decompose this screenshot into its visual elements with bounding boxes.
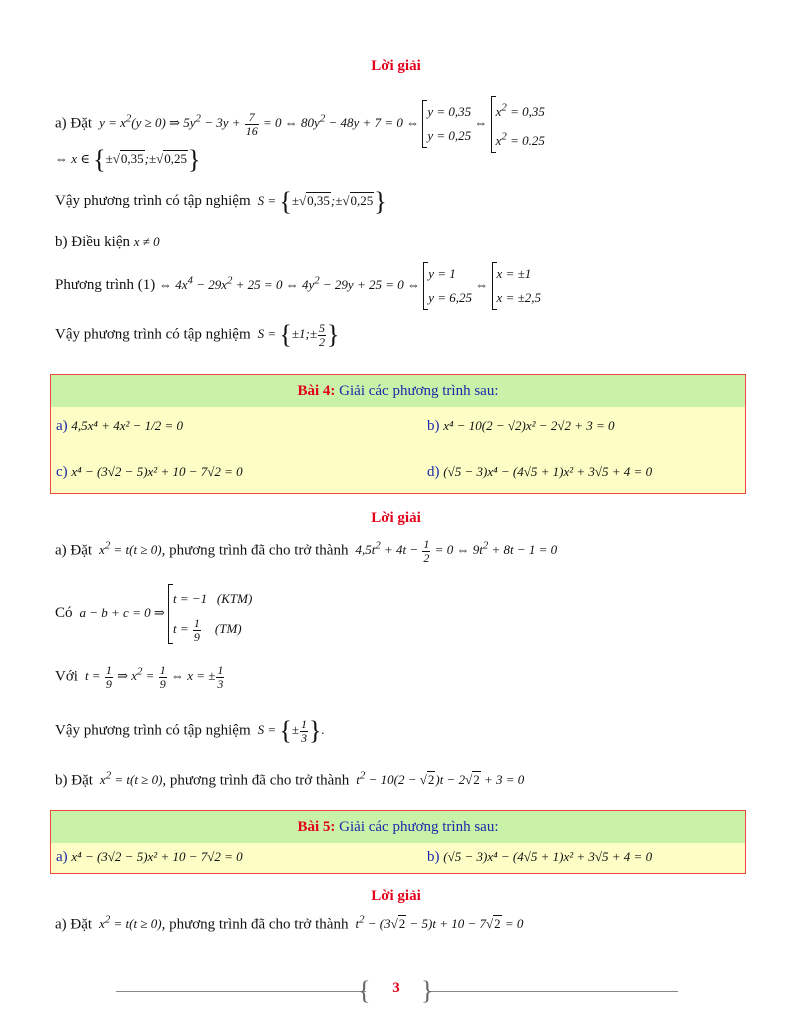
p1-a-line: [55, 96, 545, 153]
item-expr: x⁴ − (3√2 − 5)x² + 10 − 7√2 = 0: [71, 849, 243, 864]
sol4-solution-set: S = {± $\frac{1}{3}$ }.: [254, 716, 325, 746]
exercise-4-label: Bài 4:: [297, 383, 336, 399]
sol4-a-math: $4,5t^2 + 4t$ − $\frac{1}{2}$ = 0 ⇔ $9t^2 + 8t - 1 = 0$: [352, 537, 558, 565]
p1-b-conclusion-text: Vậy phương trình có tập nghiệm: [55, 326, 251, 343]
exercise-4-row-2: [51, 455, 745, 489]
p1-a-solution-set: S = {±√0,35;±√0,25}: [254, 187, 387, 216]
sol4-a-prefix: a) Đặt: [55, 542, 93, 559]
sol5-a-prefix: a) Đặt: [55, 916, 93, 933]
sol4-b-line: [55, 770, 524, 789]
sol4-co-math: a − b + c = 0 ⇒ t = −1 (KTM) t = $\frac{1}{9}$ (TM): [76, 605, 252, 620]
sol5-a-sub: $x^2 = t(t \ge 0)$: [95, 914, 162, 932]
p1-b-condition: [55, 234, 160, 251]
p1-b-cond: x ≠ 0: [133, 234, 160, 249]
sol4-a-line: [55, 538, 557, 565]
item-expr: 4,5x⁴ + 4x² − 1/2 = 0: [71, 418, 184, 433]
sol4-b-prefix: b) Đặt: [55, 772, 93, 789]
exercise-4-box: [50, 374, 746, 494]
sol4-b-math: $t^2 - 10(2 - √2)t - 2√2 + 3 = 0$: [353, 770, 525, 788]
p1-a-conclusion-text: Vậy phương trình có tập nghiệm: [55, 192, 251, 209]
p1-b-conclusion: [55, 322, 339, 349]
exercise-5-item-b: [427, 843, 652, 871]
sol5-a-mid: , phương trình đã cho trở thành: [161, 916, 349, 933]
footer-rule-left: [116, 991, 366, 992]
p1-a-prefix: a) Đặt: [55, 115, 93, 132]
p1-b-eq-prefix: Phương trình (1): [55, 276, 156, 293]
exercise-4-row-1: [51, 409, 745, 443]
exercise-4-header: [51, 375, 745, 407]
exercise-5-label: Bài 5:: [297, 819, 336, 835]
sol5-a-line: [55, 914, 523, 933]
sol4-conclusion-text: Vậy phương trình có tập nghiệm: [55, 722, 251, 739]
p1-b-equation: [55, 262, 541, 310]
item-expr: x⁴ − (3√2 − 5)x² + 10 − 7√2 = 0: [71, 464, 243, 479]
exercise-5-box: [50, 810, 746, 874]
sol4-voi: Với: [55, 668, 78, 685]
sol4-b-sub: $x^2 = t(t \ge 0)$: [96, 770, 163, 788]
p1-b-solution-set: S = {±1;± $\frac{5}{2}$ }: [254, 320, 340, 350]
sol4-b-mid: , phương trình đã cho trở thành: [162, 772, 350, 789]
sol4-voi-line: [55, 664, 225, 691]
item-expr: (√5 − 3)x⁴ − (4√5 + 1)x² + 3√5 + 4 = 0: [443, 464, 653, 479]
sol4-a-sub: $x^2 = t(t \ge 0)$: [95, 540, 162, 558]
exercise-4-item-a: [56, 409, 183, 443]
solution-heading-5: Lời giải: [371, 888, 421, 904]
sol4-conclusion: [55, 718, 325, 745]
solution-heading-4: Lời giải: [371, 510, 421, 526]
p1-a-conclusion: [55, 187, 387, 216]
exercise-5-header: [51, 811, 745, 843]
exercise-5-item-a: [56, 843, 243, 871]
item-expr: (√5 − 3)x⁴ − (4√5 + 1)x² + 3√5 + 4 = 0: [443, 849, 653, 864]
footer-rule-right: [428, 991, 678, 992]
exercise-4-item-d: [427, 455, 652, 489]
p1-b-prefix: b) Điều kiện: [55, 234, 130, 250]
item-key: a): [56, 849, 68, 865]
item-key: c): [56, 464, 68, 480]
ktm-label: (KTM): [216, 591, 253, 606]
item-key: a): [56, 418, 68, 434]
item-key: b): [427, 849, 440, 865]
item-expr: x⁴ − 10(2 − √2)x² − 2√2 + 3 = 0: [443, 418, 615, 433]
p1-b-math: ⇔ $4x^4 - 29x^2 + 25 = 0$ ⇔ $4y^2 - 29y + 25 = 0$ ⇔ y = 1 y = 6,25 ⇔ x = ±1 x = ±2,5: [159, 277, 541, 292]
item-key: d): [427, 464, 440, 480]
exercise-4-item-b: [427, 409, 615, 443]
sol4-voi-math: t = $\frac{1}{9}$ ⇒ $x^2$ = $\frac{1}{9}$ ⇔ x = ± $\frac{1}{3}$: [81, 663, 224, 691]
p1-a-math: $y = x^2(y \ge 0)$ ⇒ $5y^2 - 3y$ + $\frac{7}{16}$ = 0 ⇔ $80y^2 - 48y + 7 = 0$ ⇔ y = 0,35 y = 0,25 ⇔ $x^2 = 0,35$ $x^2 = 0.25$: [96, 115, 545, 130]
p1-a-set-math: ⇔ x ∈ {±√0,35;±√0,25}: [55, 145, 201, 174]
page-number: 3: [392, 980, 400, 996]
exercise-5-row-1: [51, 843, 745, 871]
sol4-a-mid: , phương trình đã cho trở thành: [161, 542, 349, 559]
tm-label: (TM): [214, 621, 242, 636]
footer-bracket-left: {: [358, 976, 371, 1005]
exercise-4-title: Giải các phương trình sau:: [339, 383, 499, 399]
sol5-a-math: $t^2 - (3√2 - 5)t + 10 - 7√2 = 0$: [352, 914, 524, 932]
sol4-co: Có: [55, 604, 73, 621]
exercise-5-title: Giải các phương trình sau:: [339, 819, 499, 835]
footer-bracket-right: }: [421, 976, 434, 1005]
sol4-co-line: [55, 584, 252, 644]
exercise-4-item-c: [56, 455, 243, 489]
item-key: b): [427, 418, 440, 434]
p1-a-line2: [55, 145, 201, 174]
solution-heading: Lời giải: [371, 58, 421, 74]
